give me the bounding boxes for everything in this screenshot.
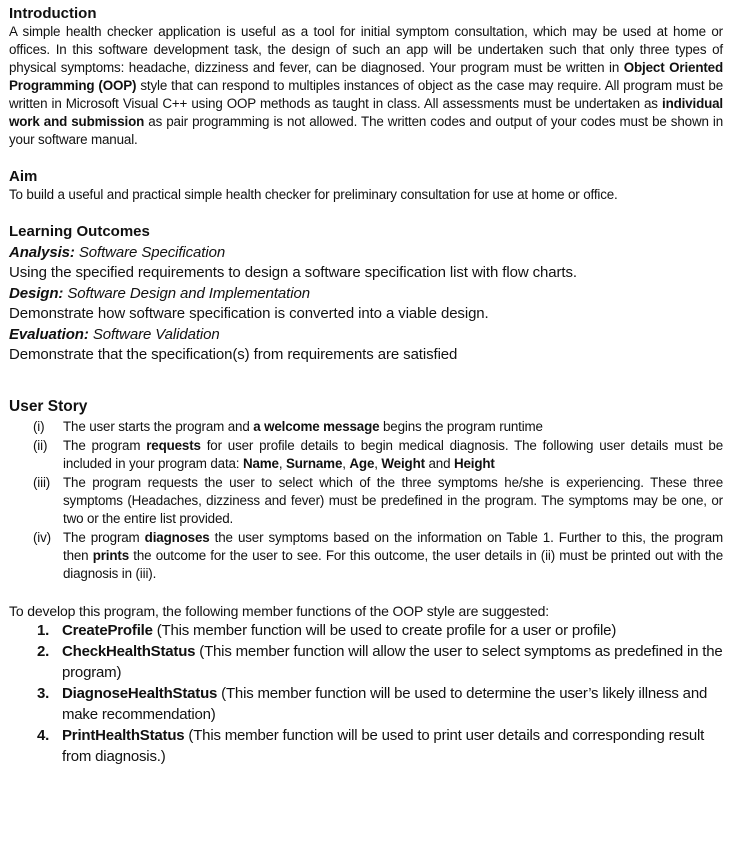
user-story-item: (ii) The program requests for user profile details to begin medical diagnosis. The following user details must be included in your program data: Name, Surname, Age, Weight and Height: [33, 437, 724, 471]
function-name: CheckHealthStatus: [62, 643, 196, 660]
user-story-section: [9, 396, 723, 583]
introduction-section: [9, 4, 723, 149]
function-name: PrintHealthStatus: [62, 727, 185, 744]
function-name: CreateProfile: [62, 621, 153, 639]
member-function-item: 1. CreateProfile (This member function will be used to create profile for a user or profile): [37, 621, 617, 639]
user-story-item: (iv) The program diagnoses the user symptoms based on the information on Table 1. Further to this, the program then prints the outcome for the user to see. For this outcome, the user details in (ii) must be printed out with the diagnosis in (iii).: [33, 529, 724, 581]
member-function-item: 2. CheckHealthStatus (This member function will allow the user to select symptoms as predefined in the program): [37, 643, 723, 681]
user-story-list: [9, 418, 723, 583]
learning-outcomes-section: [9, 222, 723, 366]
member-function-item: 4. PrintHealthStatus (This member function will be used to print user details and corresponding result from diagnosis.): [37, 727, 705, 765]
user-story-item: (i) The user starts the program and a welcome message begins the program runtime: [33, 418, 543, 434]
outcome-title: Evaluation: Software Validation: [9, 325, 220, 343]
outcome-title: Analysis: Software Specification: [9, 243, 226, 261]
user-story-item: (iii) The program requests the user to select which of the three symptoms he/she is experiencing. These three symptoms (Headaches, dizziness and fever) must be predefined in the program. The symptoms may be one, or two or the entire list provided.: [33, 474, 723, 526]
outcome-text: Demonstrate that the specification(s) from requirements are satisfied: [9, 346, 458, 363]
aim-heading: Aim: [9, 168, 38, 185]
member-functions-intro: To develop this program, the following member functions of the OOP style are suggested:: [9, 602, 549, 619]
introduction-paragraph: A simple health checker application is useful as a tool for initial symptom consultation, which may be used at home or offices. In this software development task, the design of such an app will be undertaken such that only three types of physical symptoms: headache, dizziness and fever, can be diagnosed. Your program must be written in Object Oriented Programming (OOP) style that can respond to multiples instances of object as the case may require. All program must be written in Microsoft Visual C++ using OOP methods as taught in class. All assessments must be undertaken as individual work and submission as pair programming is not allowed. The written codes and output of your codes must be shown in your software manual.: [9, 24, 724, 147]
outcome-text: Demonstrate how software specification is converted into a viable design.: [9, 305, 489, 322]
member-function-item: 3. DiagnoseHealthStatus (This member function will be used to determine the user’s likely illness and make recommendation): [37, 685, 708, 723]
introduction-heading: Introduction: [9, 5, 97, 22]
member-functions-list: [9, 621, 723, 768]
aim-text: To build a useful and practical simple health checker for preliminary consultation for use at home or office.: [9, 187, 618, 202]
user-story-heading: User Story: [9, 397, 88, 415]
function-name: DiagnoseHealthStatus: [62, 685, 218, 702]
learning-outcomes-heading: Learning Outcomes: [9, 223, 150, 240]
member-functions-section: [9, 601, 723, 768]
outcome-text: Using the specified requirements to design a software specification list with flow charts.: [9, 264, 577, 281]
aim-section: [9, 167, 723, 204]
outcome-title: Design: Software Design and Implementation: [9, 284, 310, 302]
